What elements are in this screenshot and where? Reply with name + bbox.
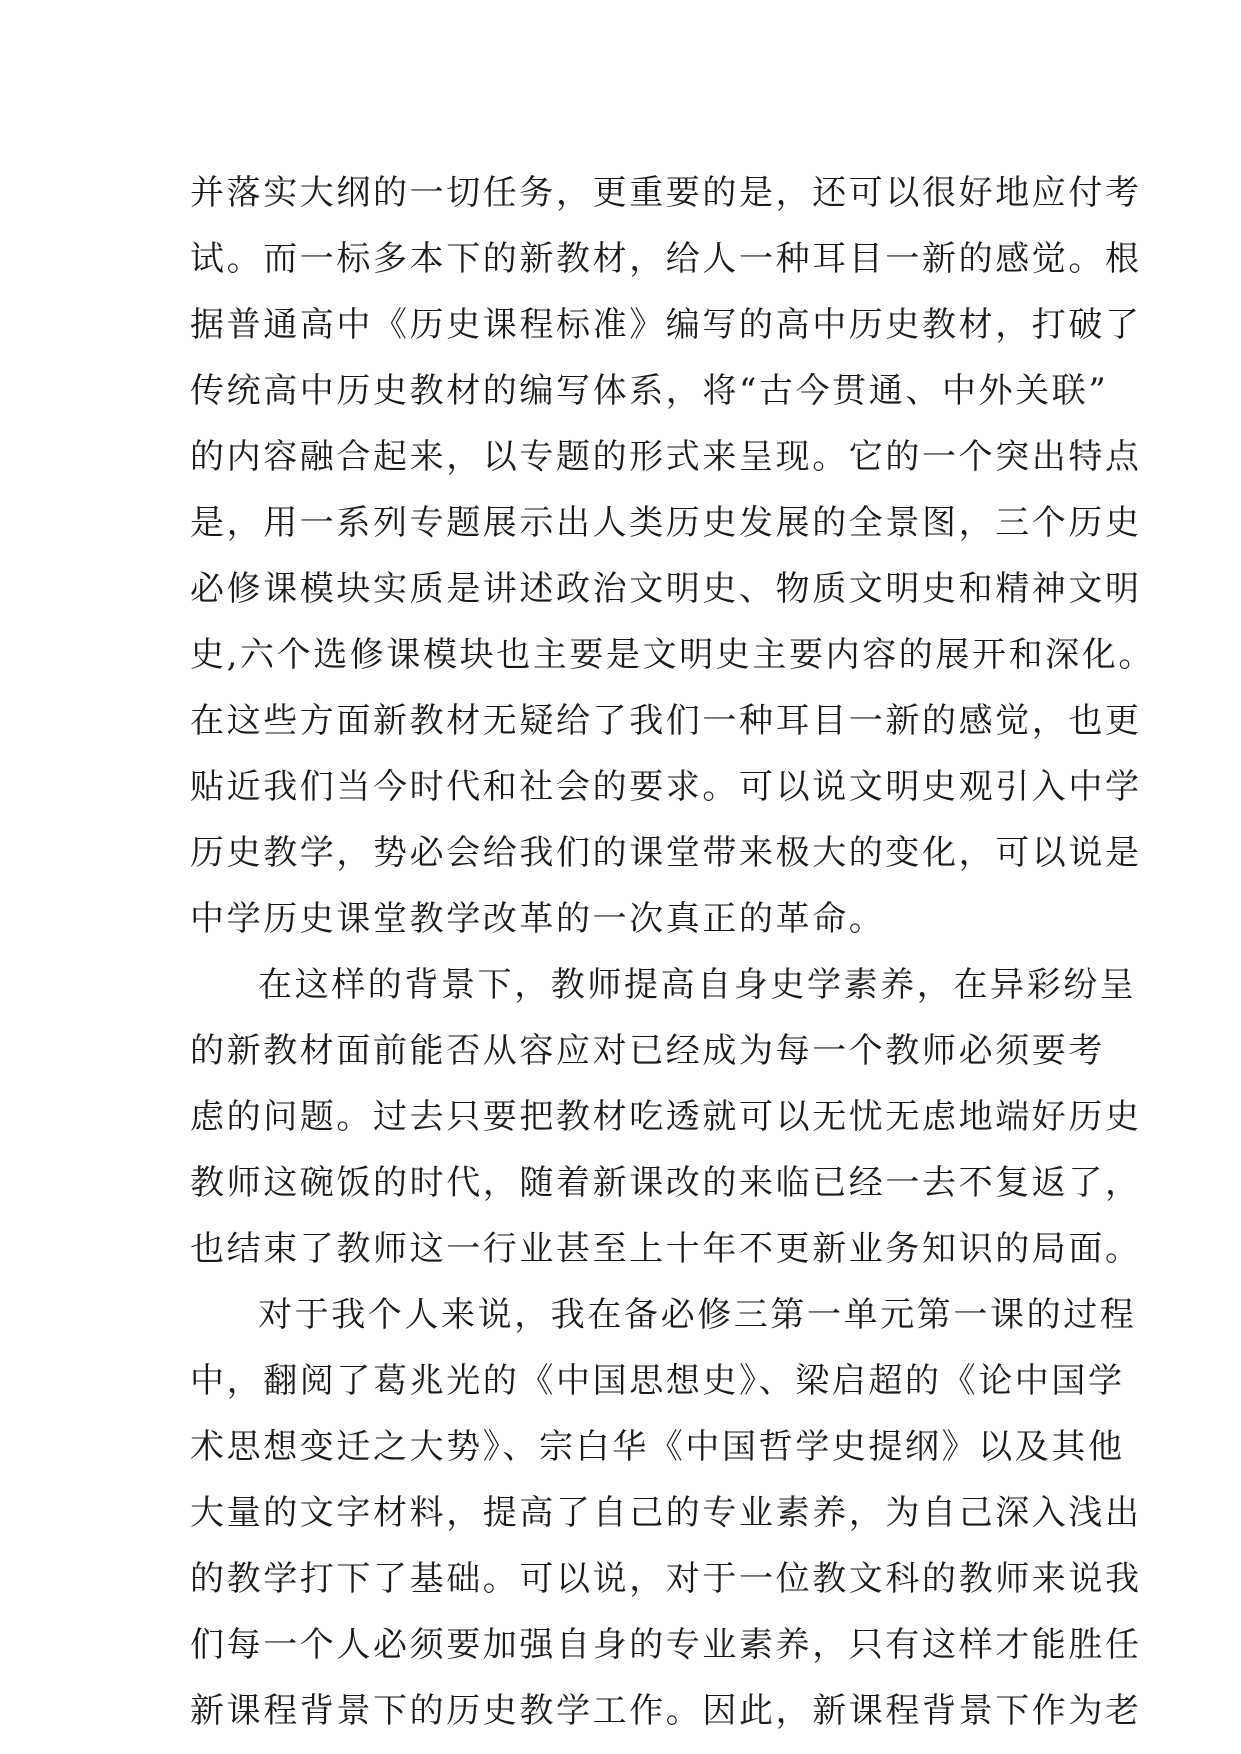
text-line: 史,六个选修课模块也主要是文明史主要内容的展开和深化。 — [190, 635, 1156, 675]
text-line: 并落实大纲的一切任务，更重要的是，还可以很好地应付考 — [190, 173, 1142, 213]
text-line: 历史教学，势必会给我们的课堂带来极大的变化，可以说是 — [190, 833, 1142, 873]
text-line: 的新教材面前能否从容应对已经成为每一个教师必须要考 — [190, 1031, 1105, 1071]
text-line: 们每一个人必须要加强自身的专业素养，只有这样才能胜任 — [190, 1625, 1142, 1665]
text-line: 传统高中历史教材的编写体系，将“古今贯通、中外关联” — [190, 371, 1109, 411]
text-line: 必修课模块实质是讲述政治文明史、物质文明史和精神文明 — [190, 569, 1142, 609]
text-line: 是，用一系列专题展示出人类历史发展的全景图，三个历史 — [190, 503, 1142, 543]
text-line: 贴近我们当今时代和社会的要求。可以说文明史观引入中学 — [190, 767, 1142, 807]
text-line: 据普通高中《历史课程标准》编写的高中历史教材，打破了 — [190, 305, 1142, 345]
text-line: 大量的文字材料，提高了自己的专业素养，为自己深入浅出 — [190, 1493, 1142, 1533]
paragraph-start-line: 对于我个人来说，我在备必修三第一单元第一课的过程 — [258, 1295, 1137, 1335]
text-line: 试。而一标多本下的新教材，给人一种耳目一新的感觉。根 — [190, 239, 1142, 279]
text-line: 中，翻阅了葛兆光的《中国思想史》、梁启超的《论中国学 — [190, 1361, 1125, 1401]
text-line: 教师这碗饭的时代，随着新课改的来临已经一去不复返了， — [190, 1163, 1142, 1203]
text-line: 新课程背景下的历史教学工作。因此，新课程背景下作为老 — [190, 1691, 1142, 1731]
paragraph-start-line: 在这样的背景下，教师提高自身史学素养，在异彩纷呈 — [258, 965, 1137, 1005]
text-line: 的内容融合起来，以专题的形式来呈现。它的一个突出特点 — [190, 437, 1142, 477]
text-line: 的教学打下了基础。可以说，对于一位教文科的教师来说我 — [190, 1559, 1142, 1599]
text-line: 也结束了教师这一行业甚至上十年不更新业务知识的局面。 — [190, 1229, 1142, 1269]
text-line: 术思想变迁之大势》、宗白华《中国哲学史提纲》以及其他 — [190, 1427, 1125, 1467]
text-line: 在这些方面新教材无疑给了我们一种耳目一新的感觉，也更 — [190, 701, 1142, 741]
text-line: 虑的问题。过去只要把教材吃透就可以无忧无虑地端好历史 — [190, 1097, 1142, 1137]
document-page — [190, 160, 1156, 1744]
text-line: 中学历史课堂教学改革的一次真正的革命。 — [190, 899, 886, 939]
